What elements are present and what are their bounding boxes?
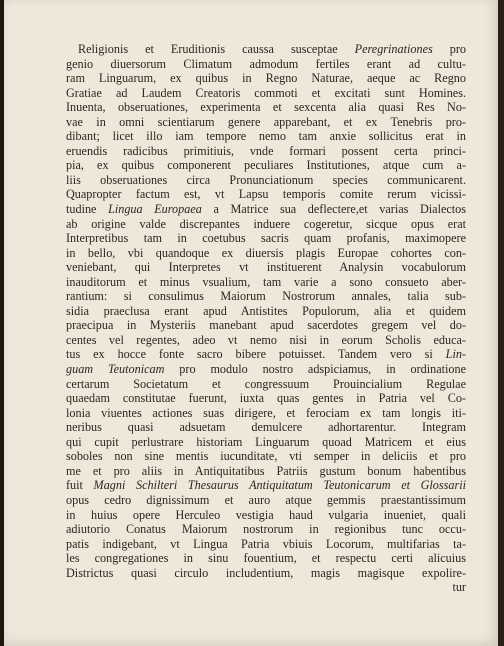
text-line: tudine Lingua Europaea a Matrice sua deflectere,et varias Dialectos bbox=[66, 202, 467, 217]
text-line: Interpretibus tam in coetubus sacris quam profanis, maximopere bbox=[66, 231, 466, 246]
text-line: tus ex hocce fonte sacro bibere potuisset. Tandem vero si Lin- bbox=[66, 347, 466, 362]
text-line: ram Linguarum, ex quibus in Regno Naturae, aeque ac Regno bbox=[66, 71, 466, 86]
text-line: neribus quasi adsuetam demulcere adhortarentur. Integram bbox=[66, 420, 466, 435]
text-line: les congregationes in sinu fouentium, et respectu certi alicuius bbox=[66, 551, 466, 566]
text-line: liis obseruationes circa Pronunciationum species communicarent. bbox=[66, 172, 466, 187]
text-line: Inuenta, obseruationes, experimenta et sexcenta alia quasi Res No- bbox=[66, 100, 466, 115]
text-line: Quapropter factum est, vt Lapsu temporis comite rerum vicissi- bbox=[66, 187, 466, 202]
text-line: praecipua in Mysteriis manebant apud sacerdotes gregem vel do- bbox=[66, 318, 466, 333]
text-line: inauditorum et minus vsualium, tam varie a sono consueto aber- bbox=[66, 274, 466, 289]
catchword: tur bbox=[452, 580, 466, 595]
text-line: fuit Magni Schilteri Thesaurus Antiquitatum Teutonicarum et Glossarii bbox=[66, 478, 466, 493]
text-line: in bello, vbi quandoque ex diuersis plagis Europae cohortes con- bbox=[66, 245, 466, 260]
text-line: lonia viuentes actiones suas dirigere, et ferociam ex tam longis iti- bbox=[66, 405, 466, 420]
text-line: me et pro aliis in Antiquitatibus Patriis gustum bonum habentibus bbox=[66, 463, 466, 478]
text-line: sidia praeclusa erant apud Antistites Populorum, alia et quidem bbox=[66, 303, 466, 318]
text-line: in huius opere Herculeo vestigia haud vulgaria inueniet, quali bbox=[66, 507, 466, 522]
text-line: qui cupit perlustrare historiam Linguarum quoad Matricem et eius bbox=[66, 434, 466, 449]
text-line: ab origine valde discrepantes induere cogeretur, sicque opus erat bbox=[66, 216, 466, 231]
body-text bbox=[66, 42, 466, 595]
text-line: vae in omni scientiarum genere apparebant, et ex Tenebris pro- bbox=[66, 114, 466, 129]
page-edge-shadow bbox=[498, 0, 504, 646]
text-line: patis indigebant, vt Lingua Patria vbiuis Locorum, multifarias ta- bbox=[66, 536, 466, 551]
text-line: veniebant, qui Interpretes vt instituerent Analysin vocabulorum bbox=[66, 260, 466, 275]
text-line: centes vel regentes, adeo vt nemo nisi in eorum Scholis educa- bbox=[66, 332, 466, 347]
text-line: guam Teutonicam pro modulo nostro adspiciamus, in ordinatione bbox=[66, 362, 466, 377]
text-line: certarum Societatum et congressuum Prouincialium Regulae bbox=[66, 376, 466, 391]
text-line: rantium: si consulimus Maiorum Nostrorum annales, talia sub- bbox=[66, 289, 466, 304]
text-line: Gratiae ad Laudem Creatoris commoti et excitati sunt Homines. bbox=[66, 85, 466, 100]
book-page bbox=[4, 0, 498, 646]
text-line: eruendis radicibus primitiuis, vnde formari possent certa princi- bbox=[66, 143, 466, 158]
text-line: opus cedro dignissimum et auro atque gemmis praestantissimum bbox=[66, 492, 466, 507]
text-line: genio diuersorum Climatum admodum fertiles erant ad cultu- bbox=[66, 56, 466, 71]
text-line: quaedam constitutae fuerunt, iuxta quas gentes in Patria vel Co- bbox=[66, 391, 466, 406]
text-line: Districtus quasi circulo includentium, magis magisque expolire- bbox=[66, 565, 466, 580]
text-line: soboles non sine mentis iucunditate, vti semper in deliciis et pro bbox=[66, 449, 466, 464]
text-line: dibant; licet illo iam tempore nemo tam anxie sollicitus erat in bbox=[66, 129, 466, 144]
text-line: pia, ex quibus componerent peculiares Institutiones, atque cum a- bbox=[66, 158, 466, 173]
text-line: Religionis et Eruditionis caussa susceptae Peregrinationes pro bbox=[78, 42, 466, 56]
text-line: adiutorio Conatus Maiorum nostrorum in regionibus tunc occu- bbox=[66, 522, 466, 537]
